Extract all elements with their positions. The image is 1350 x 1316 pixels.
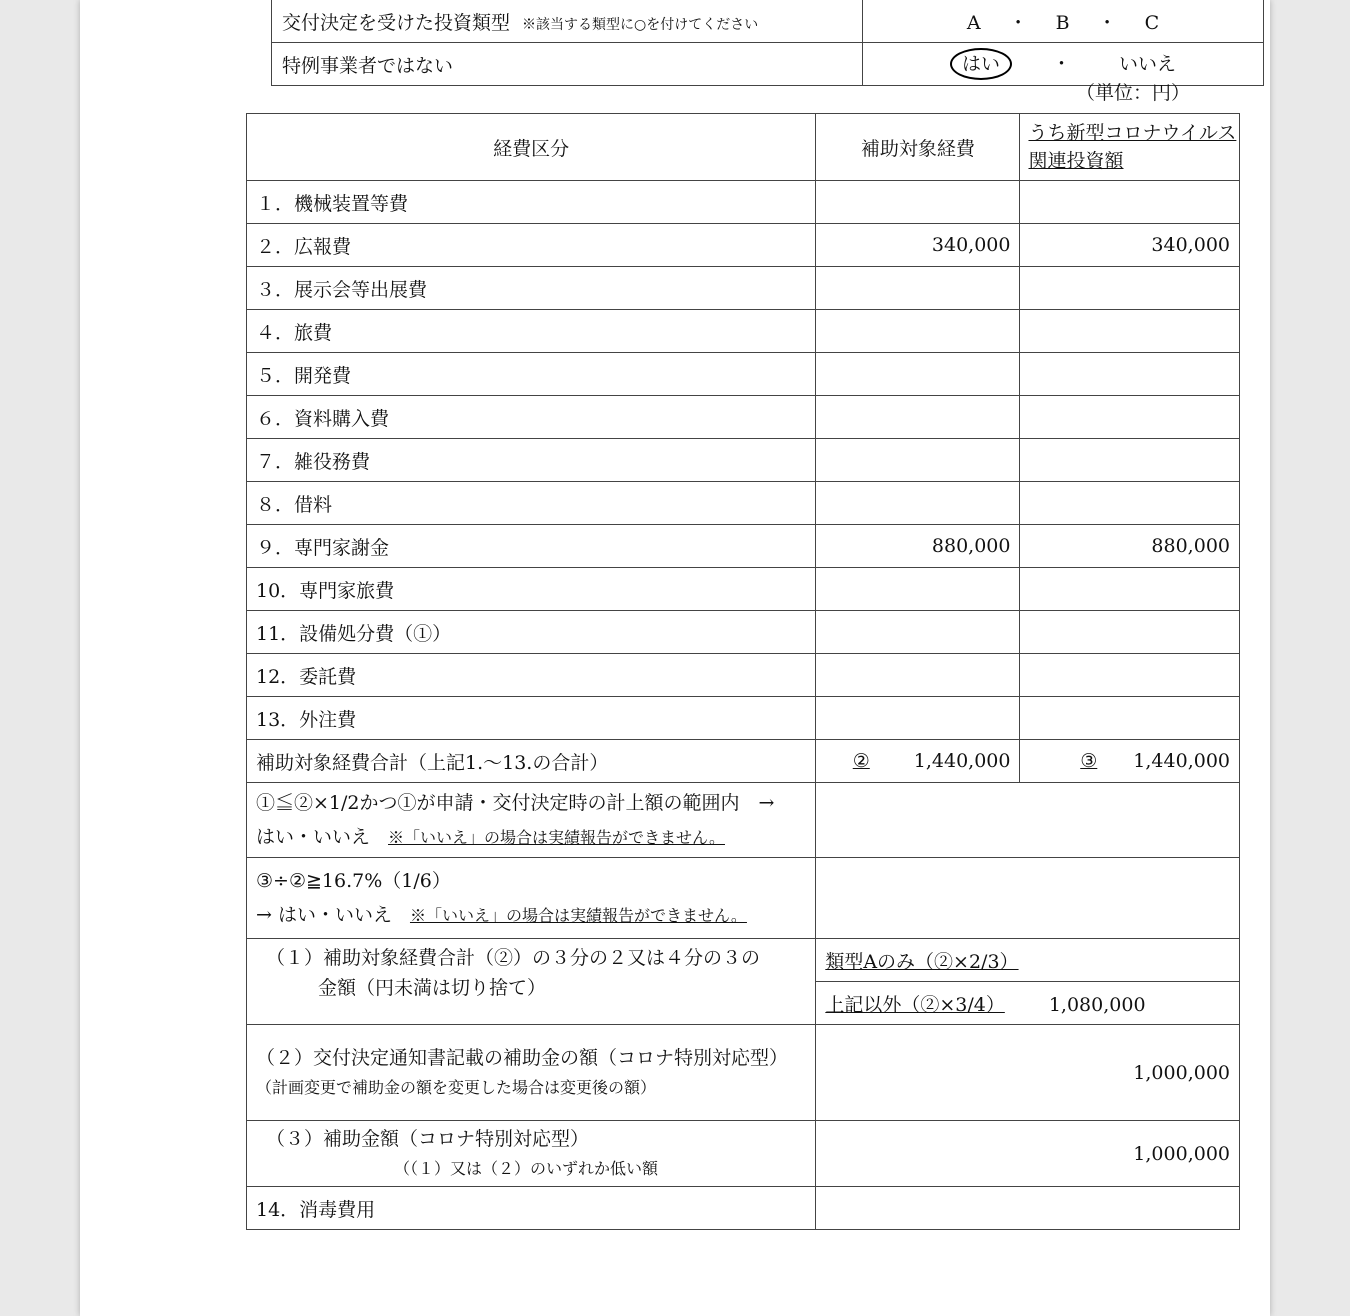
item-2-line1: （２）交付決定通知書記載の補助金の額（コロナ特別対応型） (256, 1046, 789, 1069)
total-row (247, 740, 1240, 783)
item-14-label: 14．消毒費用 (247, 1187, 816, 1230)
expense-row (247, 482, 1240, 525)
eligible-cost-cell[interactable] (816, 439, 1020, 482)
header-corona: うち新型コロナウイルス関連投資額 (1020, 114, 1240, 181)
expense-row (247, 697, 1240, 740)
corona-cost-cell[interactable] (1020, 396, 1240, 439)
investment-type-label-cell (272, 0, 863, 43)
expense-label: 11．設備処分費（①） (247, 611, 816, 654)
document-page (80, 0, 1270, 1316)
corona-cost-cell[interactable] (1020, 267, 1240, 310)
item-14-value[interactable] (816, 1187, 1240, 1230)
item-2-label (247, 1025, 816, 1121)
item-3-value[interactable]: 1,000,000 (816, 1121, 1240, 1187)
condition-1-note: ※「いいえ」の場合は実績報告ができません。 (388, 827, 725, 847)
expense-row (247, 310, 1240, 353)
corona-cost-cell[interactable] (1020, 181, 1240, 224)
expense-row (247, 181, 1240, 224)
expense-label: ５．開発費 (247, 353, 816, 396)
header-category: 経費区分 (247, 114, 816, 181)
item-2-value[interactable]: 1,000,000 (816, 1025, 1240, 1121)
expense-row (247, 267, 1240, 310)
corona-cost-cell[interactable] (1020, 568, 1240, 611)
eligible-cost-cell[interactable] (816, 654, 1020, 697)
mark-2: ② (852, 750, 870, 772)
no-option[interactable]: いいえ (1119, 53, 1177, 75)
expense-table-header (247, 114, 1240, 181)
eligible-cost-cell[interactable] (816, 181, 1020, 224)
corona-cost-cell[interactable]: 340,000 (1020, 224, 1240, 267)
item-3-row (247, 1121, 1240, 1187)
expense-row (247, 396, 1240, 439)
expense-table (246, 113, 1240, 1230)
item-1-label (247, 939, 816, 1025)
special-operator-options[interactable] (863, 43, 1264, 86)
condition-2-row (247, 858, 1240, 939)
item-1-line1: （１）補助対象経費合計（②）の３分の２又は４分の３の (266, 947, 761, 969)
investment-type-label: 交付決定を受けた投資類型 (282, 11, 511, 34)
condition-1-answer[interactable] (816, 783, 1240, 858)
type-a-cell[interactable] (816, 939, 1240, 982)
expense-row (247, 568, 1240, 611)
eligible-cost-cell[interactable]: 880,000 (816, 525, 1020, 568)
eligible-cost-cell[interactable] (816, 353, 1020, 396)
condition-1-line1: ①≦②×1/2かつ①が申請・交付決定時の計上額の範囲内 → (256, 791, 775, 814)
expense-label: 12．委託費 (247, 654, 816, 697)
expense-label: 13．外注費 (247, 697, 816, 740)
expense-label: ７．雑役務費 (247, 439, 816, 482)
investment-type-note: ※該当する類型に○を付けてください (522, 16, 759, 33)
total-corona-value: 1,440,000 (1133, 750, 1230, 772)
type-b[interactable]: B (1055, 11, 1070, 34)
type-sep-2: ・ (1097, 11, 1117, 34)
total-eligible-value: 1,440,000 (913, 750, 1011, 772)
item-2-row (247, 1025, 1240, 1121)
other-type-value: 1,080,000 (1048, 993, 1146, 1016)
type-a[interactable]: A (966, 11, 981, 34)
expense-row (247, 525, 1240, 568)
investment-type-table (271, 0, 1264, 86)
corona-cost-cell[interactable] (1020, 697, 1240, 740)
investment-type-options[interactable] (863, 0, 1264, 43)
condition-1-text (247, 783, 816, 858)
item-3-label (247, 1121, 816, 1187)
expense-row (247, 439, 1240, 482)
corona-cost-cell[interactable]: 880,000 (1020, 525, 1240, 568)
eligible-cost-cell[interactable] (816, 482, 1020, 525)
expense-label: ３．展示会等出展費 (247, 267, 816, 310)
item-3-line1: （３）補助金額（コロナ特別対応型） (266, 1127, 590, 1150)
condition-2-line1: ③÷②≧16.7%（1/6） (256, 869, 451, 892)
expense-label: 10．専門家旅費 (247, 568, 816, 611)
corona-cost-cell[interactable] (1020, 439, 1240, 482)
unit-label: （単位：円） (1076, 82, 1191, 104)
condition-2-answer[interactable] (816, 858, 1240, 939)
expense-rows (247, 181, 1240, 740)
type-sep-1: ・ (1008, 11, 1028, 34)
eligible-cost-cell[interactable] (816, 611, 1020, 654)
item-2-line2: （計画変更で補助金の額を変更した場合は変更後の額） (256, 1077, 657, 1097)
yes-option-circled[interactable]: はい (950, 48, 1012, 80)
type-c[interactable]: C (1144, 11, 1160, 34)
expense-label: ４．旅費 (247, 310, 816, 353)
expense-label: ２．広報費 (247, 224, 816, 267)
other-type-cell[interactable] (816, 982, 1240, 1025)
eligible-cost-cell[interactable] (816, 697, 1020, 740)
item-3-line2: （（１）又は（２）のいずれか低い額 (394, 1158, 659, 1178)
condition-1-row (247, 783, 1240, 858)
corona-cost-cell[interactable] (1020, 611, 1240, 654)
expense-row (247, 353, 1240, 396)
eligible-cost-cell[interactable] (816, 310, 1020, 353)
special-operator-label: 特例事業者ではない (272, 43, 863, 86)
total-label: 補助対象経費合計（上記1.～13.の合計） (247, 740, 816, 783)
total-eligible-cell[interactable] (816, 740, 1020, 783)
corona-cost-cell[interactable] (1020, 353, 1240, 396)
condition-2-text (247, 858, 816, 939)
eligible-cost-cell[interactable]: 340,000 (816, 224, 1020, 267)
mark-3: ③ (1080, 750, 1098, 772)
corona-cost-cell[interactable] (1020, 310, 1240, 353)
expense-label: ８．借料 (247, 482, 816, 525)
eligible-cost-cell[interactable] (816, 568, 1020, 611)
header-eligible: 補助対象経費 (816, 114, 1020, 181)
expense-label: ９．専門家謝金 (247, 525, 816, 568)
expense-row (247, 654, 1240, 697)
corona-cost-cell[interactable] (1020, 654, 1240, 697)
option-separator: ・ (1051, 53, 1071, 75)
expense-row (247, 611, 1240, 654)
other-type-label: 上記以外（②×3/4） (825, 993, 1005, 1016)
corona-cost-cell[interactable] (1020, 482, 1240, 525)
condition-1-choice[interactable]: はい・いいえ (256, 825, 371, 848)
item-1-line2: 金額（円未満は切り捨て） (318, 977, 547, 999)
item-14-row (247, 1187, 1240, 1230)
type-a-label: 類型Aのみ（②×2/3） (825, 950, 1019, 973)
expense-label: １．機械装置等費 (247, 181, 816, 224)
condition-2-choice[interactable]: → はい・いいえ (256, 903, 392, 926)
eligible-cost-cell[interactable] (816, 396, 1020, 439)
expense-row (247, 224, 1240, 267)
item-1-row-a (247, 939, 1240, 982)
condition-2-note: ※「いいえ」の場合は実績報告ができません。 (409, 905, 747, 925)
total-corona-cell[interactable] (1020, 740, 1240, 783)
expense-label: ６．資料購入費 (247, 396, 816, 439)
eligible-cost-cell[interactable] (816, 267, 1020, 310)
